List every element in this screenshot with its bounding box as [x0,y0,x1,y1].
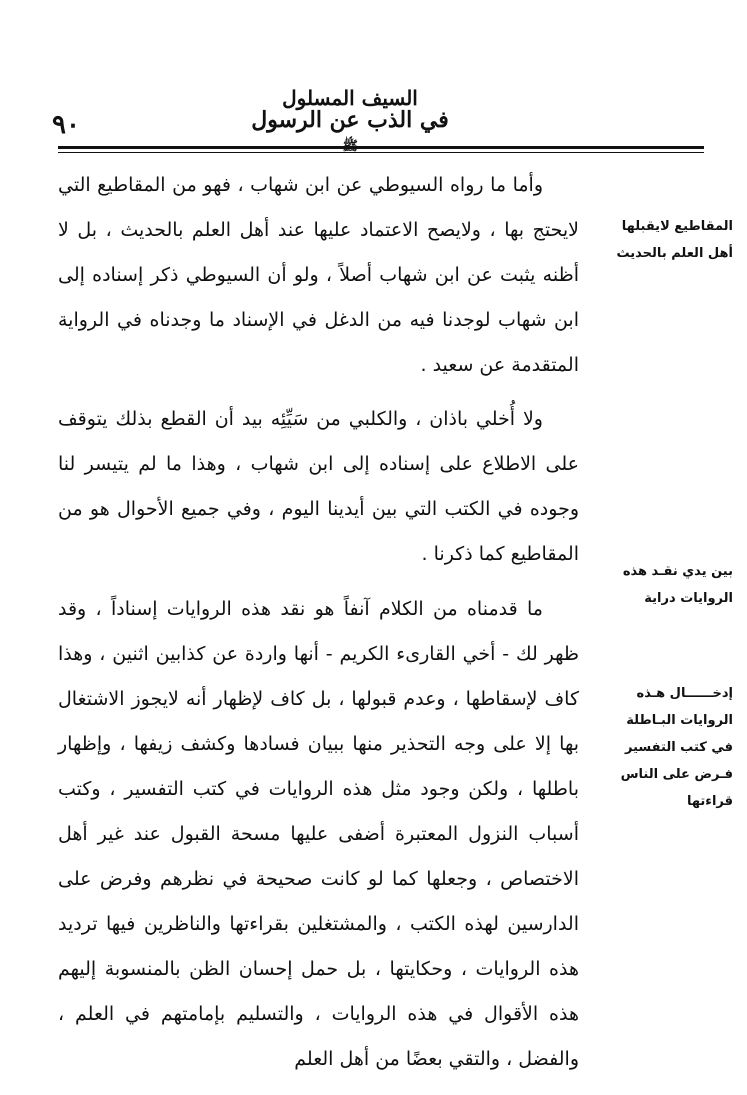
body-text [58,163,579,1082]
margin-note-3 [611,680,733,815]
header-rule-thick [58,146,704,149]
margin-note-line: الروايات البـاطلة [626,713,733,728]
header-title-line2-text: في الذب عن الرسول [251,107,449,133]
margin-note-line: في كتب التفسير [625,740,733,755]
margin-note-line: بين يدي نقـد هذه [622,564,733,579]
margin-note-1 [611,213,733,267]
margin-note-line: فـرض على الناس [620,767,733,782]
margin-note-line: أهل العلم بالحديث [616,246,733,261]
header-title-line1: السيف المسلول [282,86,418,110]
margin-note-line: إدخــــــال هـذه [636,686,733,701]
paragraph-1: وأما ما رواه السيوطي عن ابن شهاب ، فهو من المقاطيع التي لايحتج بها ، ولايصح الاعتماد عليها عند أهل العلم بالحديث ، بل لا أظنه يثبت عن ابن شهاب أصلاً ، ولو أن السيوطي ذكر إسناده إلى ابن شهاب لوجدنا فيه من الدغل في الإسناد ما وجدناه في الرواية المتقدمة عن سعيد . [58,174,579,376]
margin-note-line: المقاطيع لايقبلها [621,219,733,234]
header-rule-thin [58,152,704,153]
paragraph-2: ولا أُخلي باذان ، والكلبي من سَيِّئِه بيد أن القطع بذلك يتوقف على الاطلاع على إسناده إلى ابن شهاب ، وهذا ما لم يتيسر لنا وجوده في الكتب التي بين أيدينا اليوم ، وفي جميع الأحوال هو من المقاطيع كما ذكرنا . [58,408,579,565]
paragraph-3: ما قدمناه من الكلام آنفاً هو نقد هذه الروايات إسناداً ، وقد ظهر لك - أخي القارىء الكريم - أنها واردة عن كذابين اثنين ، وهذا كاف لإسقاطها ، وعدم قبولها ، بل كاف لإظهار أنه لايجوز الاشتغال بها إلا على وجه التحذير منها ببيان فسادها وكشف زيفها ، وإظهار باطلها ، ولكن وجود مثل هذه الروايات في كتب التفسير ، وكتب أسباب النزول المعتبرة أضفى عليها مسحة القبول عند غير أهل الاختصاص ، وجعلها كما لو كانت صحيحة في نظرهم وفرض على الدارسين لهذه الكتب ، والمشتغلين بقراءتها والناظرين فيها ترديد هذه الروايات ، وحكايتها ، بل حمل إحسان الظن بالمنسوبة إليهم هذه الأقوال في هذه الروايات ، والتسليم بإمامتهم في العلم ، والفضل ، والتقي بعضًا من أهل العلم [58,598,579,1070]
margin-note-2 [611,558,733,612]
margin-note-line: قراءتها [686,794,733,809]
page-number: ٩٠ [52,110,80,140]
margin-note-line: الروايات دراية [644,591,733,606]
